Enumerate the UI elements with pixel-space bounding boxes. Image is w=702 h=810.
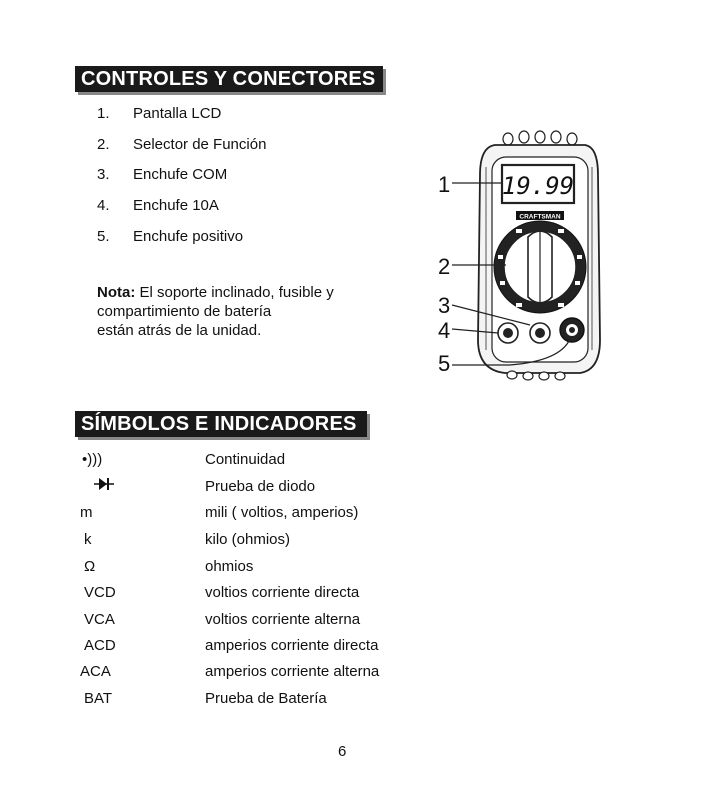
- symbol-milli: m: [80, 504, 93, 521]
- callout-3: 3: [438, 293, 451, 318]
- note: [97, 283, 387, 340]
- symbol-ohm: Ω: [84, 558, 96, 575]
- note-line-1: El soporte inclinado, fusible y: [135, 284, 334, 301]
- symbol-meaning: voltios corriente alterna: [205, 611, 361, 628]
- page-number: 6: [338, 743, 347, 760]
- symbol-meaning: ohmios: [205, 558, 254, 575]
- list-text: Pantalla LCD: [133, 105, 222, 122]
- list-text: Enchufe COM: [133, 166, 228, 183]
- list-text: Enchufe 10A: [133, 197, 219, 214]
- symbol-meaning: voltios corriente directa: [205, 584, 360, 601]
- symbol-continuity: •))): [82, 451, 103, 468]
- symbol-meaning: Prueba de diodo: [205, 478, 316, 495]
- list-number: 3.: [97, 166, 110, 183]
- list-text: Selector de Función: [133, 136, 267, 153]
- list-text: Enchufe positivo: [133, 228, 244, 245]
- note-line-2: compartimiento de batería: [97, 303, 272, 320]
- section-title-symbols: SÍMBOLOS E INDICADORES: [75, 411, 367, 437]
- list-number: 5.: [97, 228, 110, 245]
- brand-label: CRAFTSMAN: [519, 213, 561, 221]
- list-number: 1.: [97, 105, 110, 122]
- lcd-reading: 19.99: [501, 172, 575, 200]
- symbol-meaning: Continuidad: [205, 451, 286, 468]
- diode-icon: [94, 477, 114, 491]
- symbol-meaning: amperios corriente alterna: [205, 663, 380, 680]
- symbol-meaning: Prueba de Batería: [205, 690, 327, 707]
- symbol-bat: BAT: [84, 690, 113, 707]
- callout-1: 1: [438, 172, 451, 197]
- callout-4: 4: [438, 318, 451, 343]
- symbol-vcd: VCD: [84, 584, 116, 601]
- list-number: 2.: [97, 136, 110, 153]
- symbol-meaning: kilo (ohmios): [205, 531, 291, 548]
- symbol-meaning: mili ( voltios, amperios): [205, 504, 359, 521]
- callout-2: 2: [438, 254, 451, 279]
- note-line-3: están atrás de la unidad.: [97, 322, 262, 339]
- note-label: Nota:: [97, 284, 136, 301]
- symbol-meaning: amperios corriente directa: [205, 637, 379, 654]
- symbol-acd: ACD: [84, 637, 116, 654]
- multimeter-illustration: [420, 125, 620, 390]
- callout-5: 5: [438, 351, 451, 376]
- symbol-vca: VCA: [84, 611, 115, 628]
- section-title-controls: CONTROLES Y CONECTORES: [75, 66, 383, 92]
- symbol-aca: ACA: [80, 663, 111, 680]
- symbol-kilo: k: [84, 531, 92, 548]
- list-number: 4.: [97, 197, 110, 214]
